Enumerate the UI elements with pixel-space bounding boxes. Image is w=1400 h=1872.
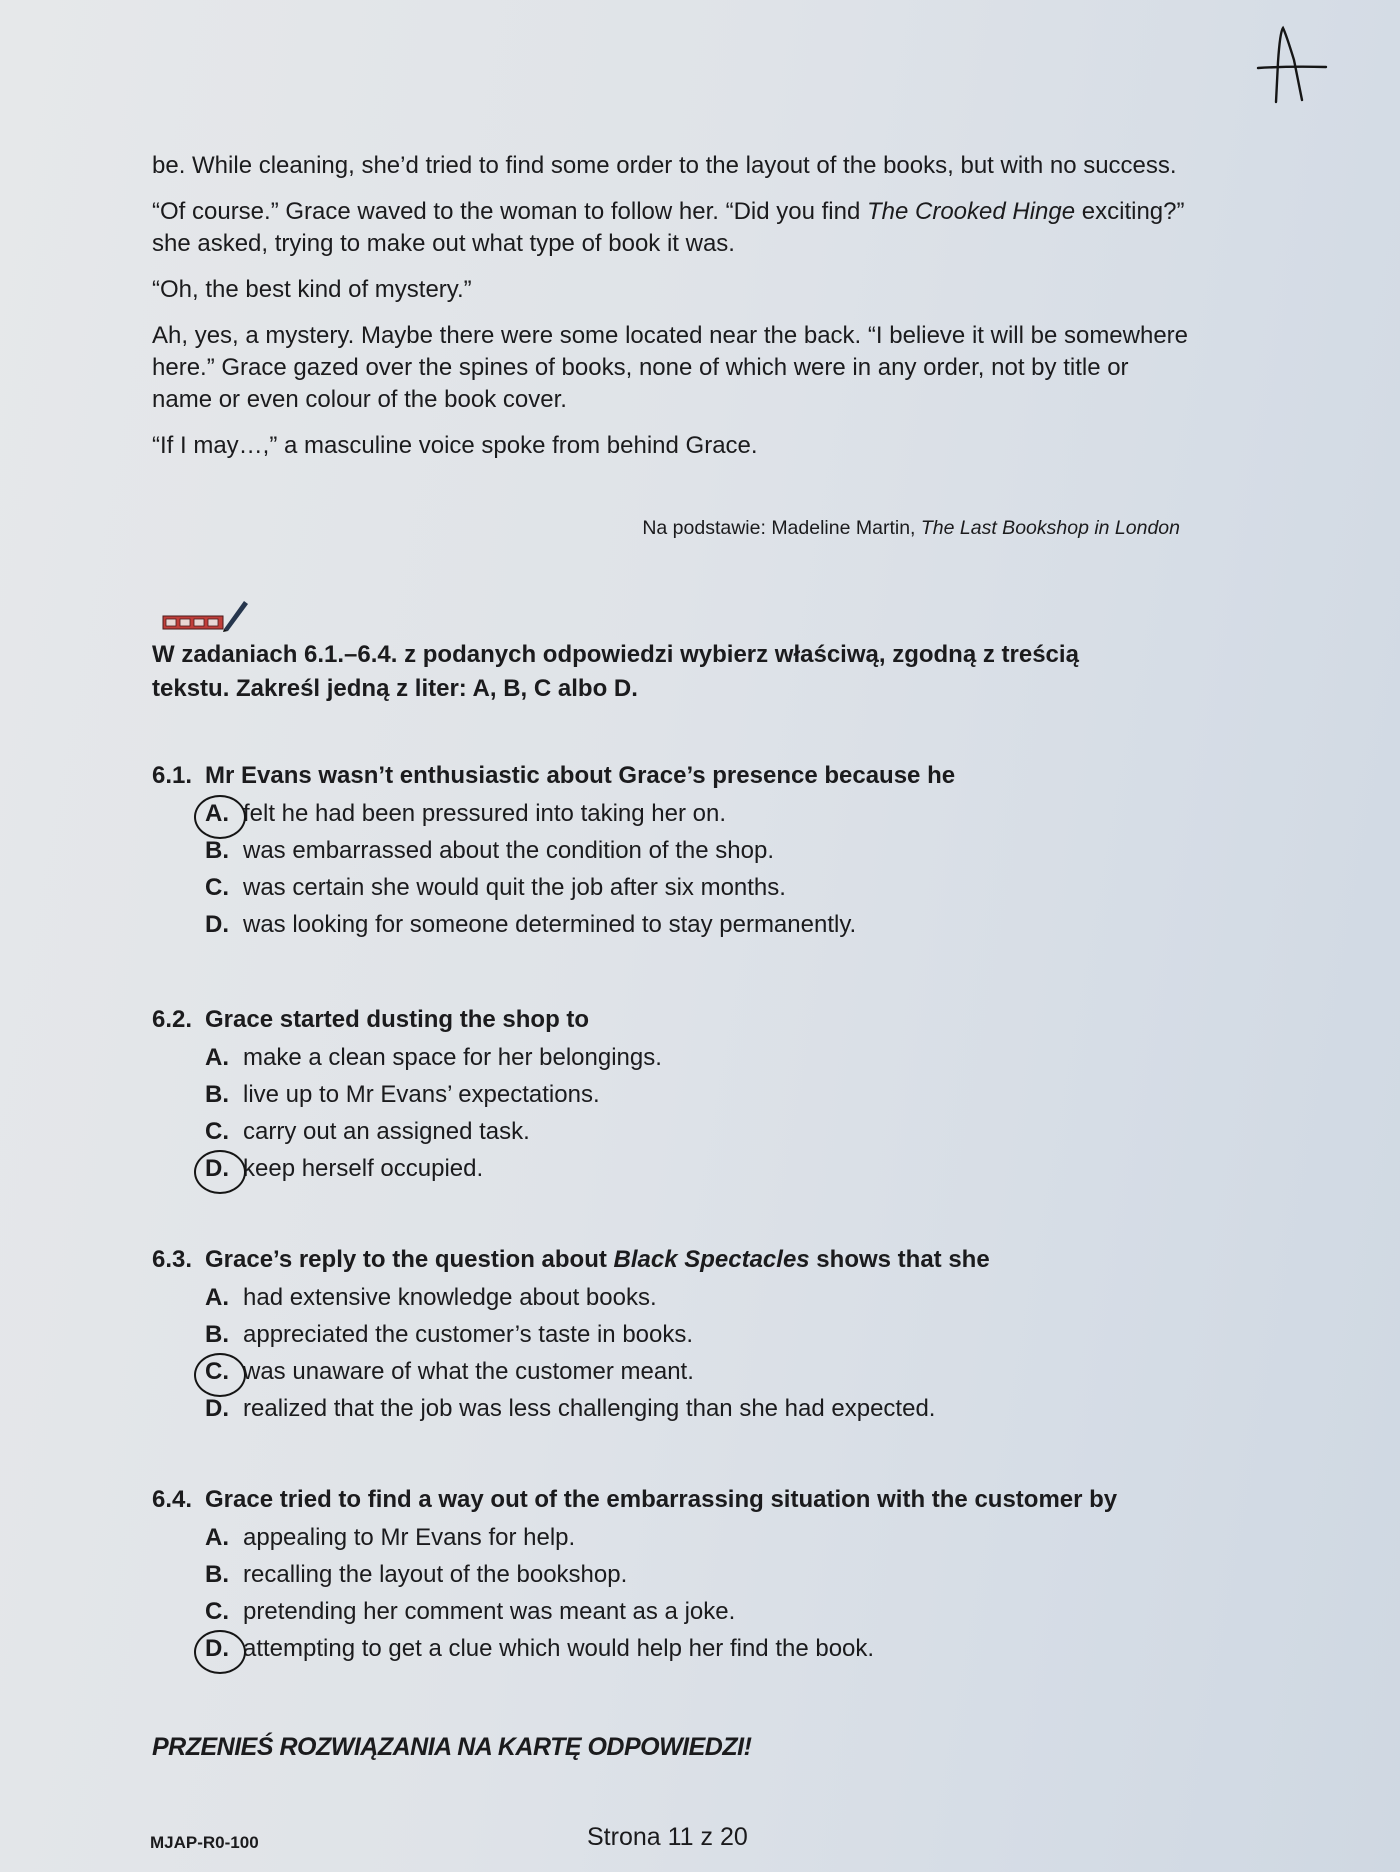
- option-text: was certain she would quit the job after six months.: [243, 874, 786, 901]
- option-text: realized that the job was less challenging than she had expected.: [243, 1395, 936, 1422]
- passage-paragraph: Ah, yes, a mystery. Maybe there were some located near the back. “I believe it will be somewhere here.” Grace gazed over the spines of books, none of which were in any order, not by title or name or even colour of the book cover.: [152, 322, 1189, 413]
- option-text: keep herself occupied.: [243, 1155, 484, 1182]
- option-c[interactable]: C. pretending her comment was meant as a joke.: [205, 1598, 736, 1625]
- option-text: was unaware of what the customer meant.: [243, 1358, 694, 1385]
- passage-paragraph: “If I may…,” a masculine voice spoke from behind Grace.: [152, 432, 758, 459]
- question-number: 6.2.: [152, 1006, 193, 1033]
- task-icon: [162, 598, 252, 632]
- option-text: recalling the layout of the bookshop.: [243, 1561, 628, 1588]
- option-text: appealing to Mr Evans for help.: [243, 1524, 576, 1551]
- question-text: Grace tried to find a way out of the embarrassing situation with the customer by: [205, 1486, 1118, 1513]
- question-6-3: [152, 1243, 1252, 1427]
- option-text: had extensive knowledge about books.: [243, 1284, 657, 1311]
- question-6-4: [152, 1483, 1252, 1667]
- question-text: Mr Evans wasn’t enthusiastic about Grace’s presence because he: [205, 762, 956, 789]
- option-text: felt he had been pressured into taking her on.: [243, 800, 726, 827]
- source-citation: Na podstawie: Madeline Martin, The Last Bookshop in London: [642, 517, 1180, 539]
- book-title: The Crooked Hinge: [866, 198, 1076, 225]
- option-c[interactable]: C. was certain she would quit the job after six months.: [205, 874, 786, 901]
- option-text: live up to Mr Evans’ expectations.: [243, 1081, 600, 1108]
- option-a[interactable]: A. appealing to Mr Evans for help.: [205, 1524, 576, 1551]
- handwritten-mark: [1250, 22, 1330, 112]
- answer-circle: [194, 1150, 246, 1194]
- option-c[interactable]: C. carry out an assigned task.: [205, 1118, 530, 1145]
- option-text: appreciated the customer’s taste in books.: [243, 1321, 694, 1348]
- option-a[interactable]: A. make a clean space for her belongings.: [205, 1044, 662, 1071]
- option-b[interactable]: B. was embarrassed about the condition of the shop.: [205, 837, 774, 864]
- option-c[interactable]: C. was unaware of what the customer meant.: [205, 1353, 1252, 1390]
- option-b[interactable]: B. appreciated the customer’s taste in books.: [205, 1321, 694, 1348]
- option-text: pretending her comment was meant as a joke.: [243, 1598, 736, 1625]
- question-6-1: [152, 759, 1252, 943]
- option-b[interactable]: B. live up to Mr Evans’ expectations.: [205, 1081, 600, 1108]
- passage-paragraph: “Oh, the best kind of mystery.”: [152, 276, 472, 303]
- passage-paragraph: be. While cleaning, she’d tried to find some order to the layout of the books, but with no success.: [152, 152, 1177, 179]
- passage-paragraph: “Of course.” Grace waved to the woman to follow her. “Did you find The Crooked Hinge exciting?” she asked, trying to make out what type of book it was.: [152, 198, 1185, 257]
- option-d[interactable]: D. was looking for someone determined to stay permanently.: [205, 911, 857, 938]
- reading-passage: [152, 150, 1192, 476]
- option-b[interactable]: B. recalling the layout of the bookshop.: [205, 1561, 628, 1588]
- option-d[interactable]: D. realized that the job was less challenging than she had expected.: [205, 1395, 936, 1422]
- option-d[interactable]: D. keep herself occupied.: [205, 1150, 1252, 1187]
- option-text: carry out an assigned task.: [243, 1118, 530, 1145]
- page-number: Strona 11 z 20: [587, 1823, 748, 1851]
- exam-code: MJAP-R0-100: [150, 1833, 259, 1852]
- option-text: attempting to get a clue which would help her find the book.: [243, 1635, 875, 1662]
- option-text: make a clean space for her belongings.: [243, 1044, 662, 1071]
- question-6-2: [152, 1003, 1252, 1187]
- task-instruction: W zadaniach 6.1.–6.4. z podanych odpowiedzi wybierz właściwą, zgodną z treścią tekstu. Zakreśl jedną z liter: A, B, C albo D.: [152, 641, 1079, 702]
- answer-circle: [194, 1630, 246, 1674]
- question-number: 6.4.: [152, 1486, 193, 1513]
- option-text: was looking for someone determined to stay permanently.: [243, 911, 857, 938]
- question-text: Grace’s reply to the question about Black Spectacles shows that she: [205, 1246, 990, 1273]
- question-number: 6.3.: [152, 1246, 193, 1273]
- option-d[interactable]: D. attempting to get a clue which would help her find the book.: [205, 1630, 1252, 1667]
- option-a[interactable]: A. had extensive knowledge about books.: [205, 1284, 657, 1311]
- transfer-note: PRZENIEŚ ROZWIĄZANIA NA KARTĘ ODPOWIEDZI!: [152, 1733, 752, 1761]
- question-number: 6.1.: [152, 762, 193, 789]
- question-text: Grace started dusting the shop to: [205, 1006, 590, 1033]
- option-text: was embarrassed about the condition of the shop.: [243, 837, 774, 864]
- option-a[interactable]: A. felt he had been pressured into taking her on.: [205, 795, 1252, 832]
